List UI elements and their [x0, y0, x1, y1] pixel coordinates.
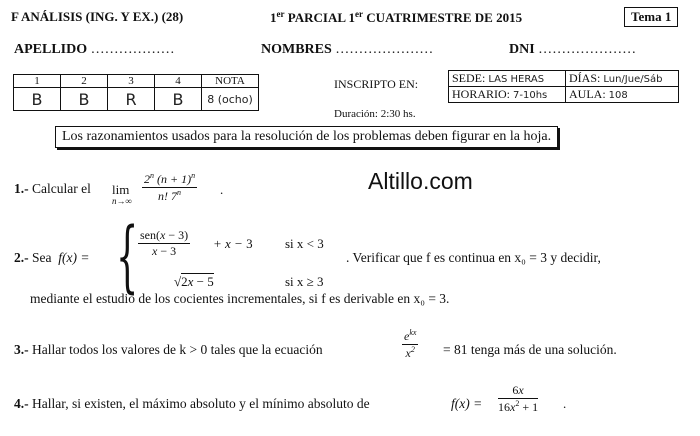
piecewise-case-1: sen(x − 3) x − 3 [140, 228, 189, 258]
duration-text: Duración: 2:30 hs. [334, 108, 416, 120]
watermark: Altillo.com [368, 168, 473, 194]
dias-value: Lun/Jue/Sáb [603, 74, 663, 85]
grade-header: 3 [108, 75, 155, 88]
horario-value: 7-10hs [513, 90, 548, 101]
course-title: F ANÁLISIS (ING. Y EX.) (28) [11, 9, 184, 24]
case-2-condition: si x ≥ 3 [285, 274, 324, 289]
inscripto-label: INSCRIPTO EN: [334, 77, 419, 91]
function-fraction: $\frac{6x}{16x^2 + 1}$ [498, 383, 539, 414]
notice-box: Los razonamientos usados para la resolución de los problemas deben figurar en la hoja. [55, 126, 558, 148]
grade-header: 2 [61, 75, 108, 88]
grade-value: B [14, 88, 61, 111]
grade-value: B [61, 88, 108, 111]
problem-2-text: . Verificar que f es continua en x₀ = 3 y decidir, [346, 250, 601, 265]
problem-2: 2.- Sea f(x) = [14, 250, 90, 265]
aula-value: 108 [608, 90, 628, 101]
dni-field: DNI ………………… [509, 42, 637, 57]
problem-3-text: = 81 tenga más de una solución. [443, 342, 617, 357]
apellido-field: APELLIDO ……………… [14, 42, 175, 57]
problem-1: 1.- Calcular el [14, 181, 91, 196]
grade-header: NOTA [202, 75, 259, 88]
sede-value: LAS HERAS [488, 74, 545, 85]
problem-4: 4.- Hallar, si existen, el máximo absoluto y el mínimo absoluto de [14, 396, 370, 411]
problem-3: 3.- Hallar todos los valores de k > 0 tales que la ecuación [14, 342, 323, 357]
limit-symbol: lim n→∞ [112, 182, 132, 206]
equation-fraction: $e^{kx}$ $x^2$ [404, 328, 417, 360]
tema-badge: Tema 1 [624, 7, 678, 27]
case-1-condition: si x < 3 [285, 236, 324, 251]
grade-value: B [155, 88, 202, 111]
exam-title: 1er PARCIAL 1er CUATRIMESTRE DE 2015 [270, 9, 523, 25]
problem-2-text-cont: mediante el estudio de los cocientes incrementales, si f es derivable en x₀ = 3. [30, 291, 450, 306]
piecewise-brace: { [116, 212, 139, 302]
grade-value: R [108, 88, 155, 111]
grades-table [13, 74, 259, 111]
grade-value: 8 (ocho) [202, 88, 259, 111]
grade-header: 1 [14, 75, 61, 88]
nombres-field: NOMBRES ………………… [261, 42, 434, 57]
grade-header: 4 [155, 75, 202, 88]
limit-fraction: $\frac{2^n (n + 1)^n}{n! 7^n}$ [144, 171, 196, 203]
piecewise-case-2: √2x − 5 [174, 274, 214, 289]
enrollment-table: SEDE: LAS HERAS DÍAS: Lun/Jue/Sáb HORARIO: 7-10hs AULA: 108 [448, 70, 679, 103]
function-label: f(x) = [451, 396, 483, 411]
